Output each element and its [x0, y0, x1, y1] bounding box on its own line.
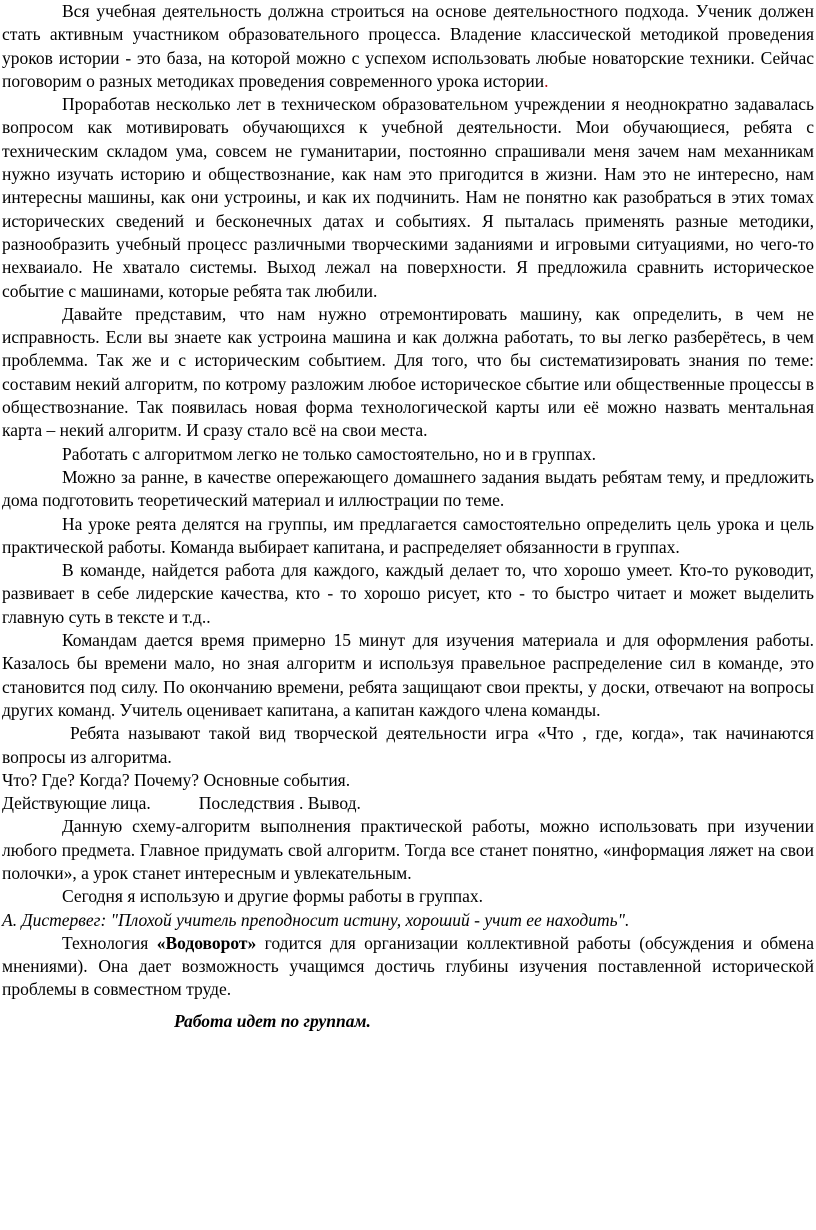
paragraph-algorithm: Давайте представим, что нам нужно отремонтировать машину, как определить, в чем не исправность. Если вы знаете как устроина машина и как должна работать, то вы легко разберётесь, в чем проблемма. Так же и с историческим событием. Для того, что бы систематизировать знания по теме: составим некий алгоритм, по котрому разложим любое историческое сбытие или общественные процессы в обществознание. Так появилась новая форма технологической карты или её можно назвать ментальная карта – некий алгоритм. И сразу стало всё на свои места. [2, 303, 814, 441]
consequences-label: Последствия . Вывод. [198, 793, 361, 814]
vodovorot-pre: Технология [62, 932, 157, 953]
paragraph-time: Командам дается время примерно 15 минут для изучения материала и для оформления работы. Казалось бы времени мало, но зная алгоритм и используя правельное распределение сил в команде, это становится под силу. По окончанию времени, ребята защищают свои пректы, у доски, отвечают на вопросы других команд. Учитель оценивает капитана, а капитан каждого члена команды. [2, 630, 814, 720]
paragraph-motivation: Проработав несколько лет в техническом образовательном учреждении я неоднократно задавалась вопросом как мотивировать обучающихся к учебной деятельности. Мои обучающиеся, ребята с техническим складом ума, совсем не гуманитарии, постоянно спрашивали меня зачем нам механникам нужно изучать историю и обществознание, как нам это пригодится в жизни. Нам это не интересно, нам интересны машины, как они устроины, и как их подчинить. Нам не понятно как разобраться в этих томах исторических сведений и бесконечных датах и событиях. Я пыталась применять разные методики, разнообразить учебный процесс различными творческими заданиями и игровыми ситуациями, но чего-то нехваиало. Не хватало системы. Выход лежал на поверхности. Я предложила сравнить историческое событие с машинами, которые ребята так любили. [2, 94, 814, 301]
section-title: Работа идет по группам. [174, 1010, 371, 1031]
paragraph-today: Сегодня я использую и другие формы работы в группах. [62, 886, 484, 907]
paragraph-scheme: Данную схему-алгоритм выполнения практической работы, можно использовать при изучении любого предмета. Главное придумать свой алгоритм. Тогда все станет понятно, «информация ляжет на свои полочки», а урок станет интересным и увлекательным. [2, 816, 814, 883]
paragraph-lesson-groups: На уроке реята делятся на группы, им предлагается самостоятельно определить цель урока и цель практической работы. Команда выбирает капитана, и распределяет обязанности в группах. [2, 513, 814, 557]
red-period: . [544, 70, 549, 91]
paragraph-intro-text: Вся учебная деятельность должна строиться на основе деятельностного подхода. Ученик должен стать активным участником образовательного процесса. Владение классической методикой проведения уроков истории - это база, на которой можно с успехом использовать любые новаторские техники. Сейчас поговорим о разных методиках проведения современного урока истории [2, 1, 814, 91]
paragraph-questions: Что? Где? Когда? Почему? Основные события. [2, 769, 351, 790]
paragraph-intro [2, 0, 814, 93]
vodovorot-post: годится для организации коллективной работы (обсуждения и обмена мнениями). Она дает возможность учащимся достичь глубины изучения поставленной исторической проблемы в совместном труде. [2, 932, 814, 1000]
quote-disterweg: А. Дистервег: "Плохой учитель преподносит истину, хороший - учит ее находить". [2, 909, 630, 930]
paragraph-homework: Можно за ранне, в качестве опережающего домашнего задания выдать ребятам тему, и предложить дома подготовить теоретический материал и иллюстрации по теме. [2, 466, 814, 511]
actors-label: Действующие лица. [2, 793, 151, 814]
paragraph-game: Ребята называют такой вид творческой деятельности игра «Что , где, когда», так начинаются вопросы из алгоритма. [2, 723, 814, 767]
paragraph-team-roles: В команде, найдется работа для каждого, каждый делает то, что хорошо умеет. Кто-то руководит, развивает в себе лидерские качества, кто - то хорошо рисует, кто - то быстро читает и может выделить главную суть в тексте и т.д.. [2, 560, 814, 627]
paragraph-vodovorot [2, 932, 814, 1002]
paragraph-groups: Работать с алгоритмом легко не только самостоятельно, но и в группах. [62, 443, 596, 464]
vodovorot-term: «Водоворот» [156, 932, 257, 953]
paragraph-actors [2, 792, 814, 815]
